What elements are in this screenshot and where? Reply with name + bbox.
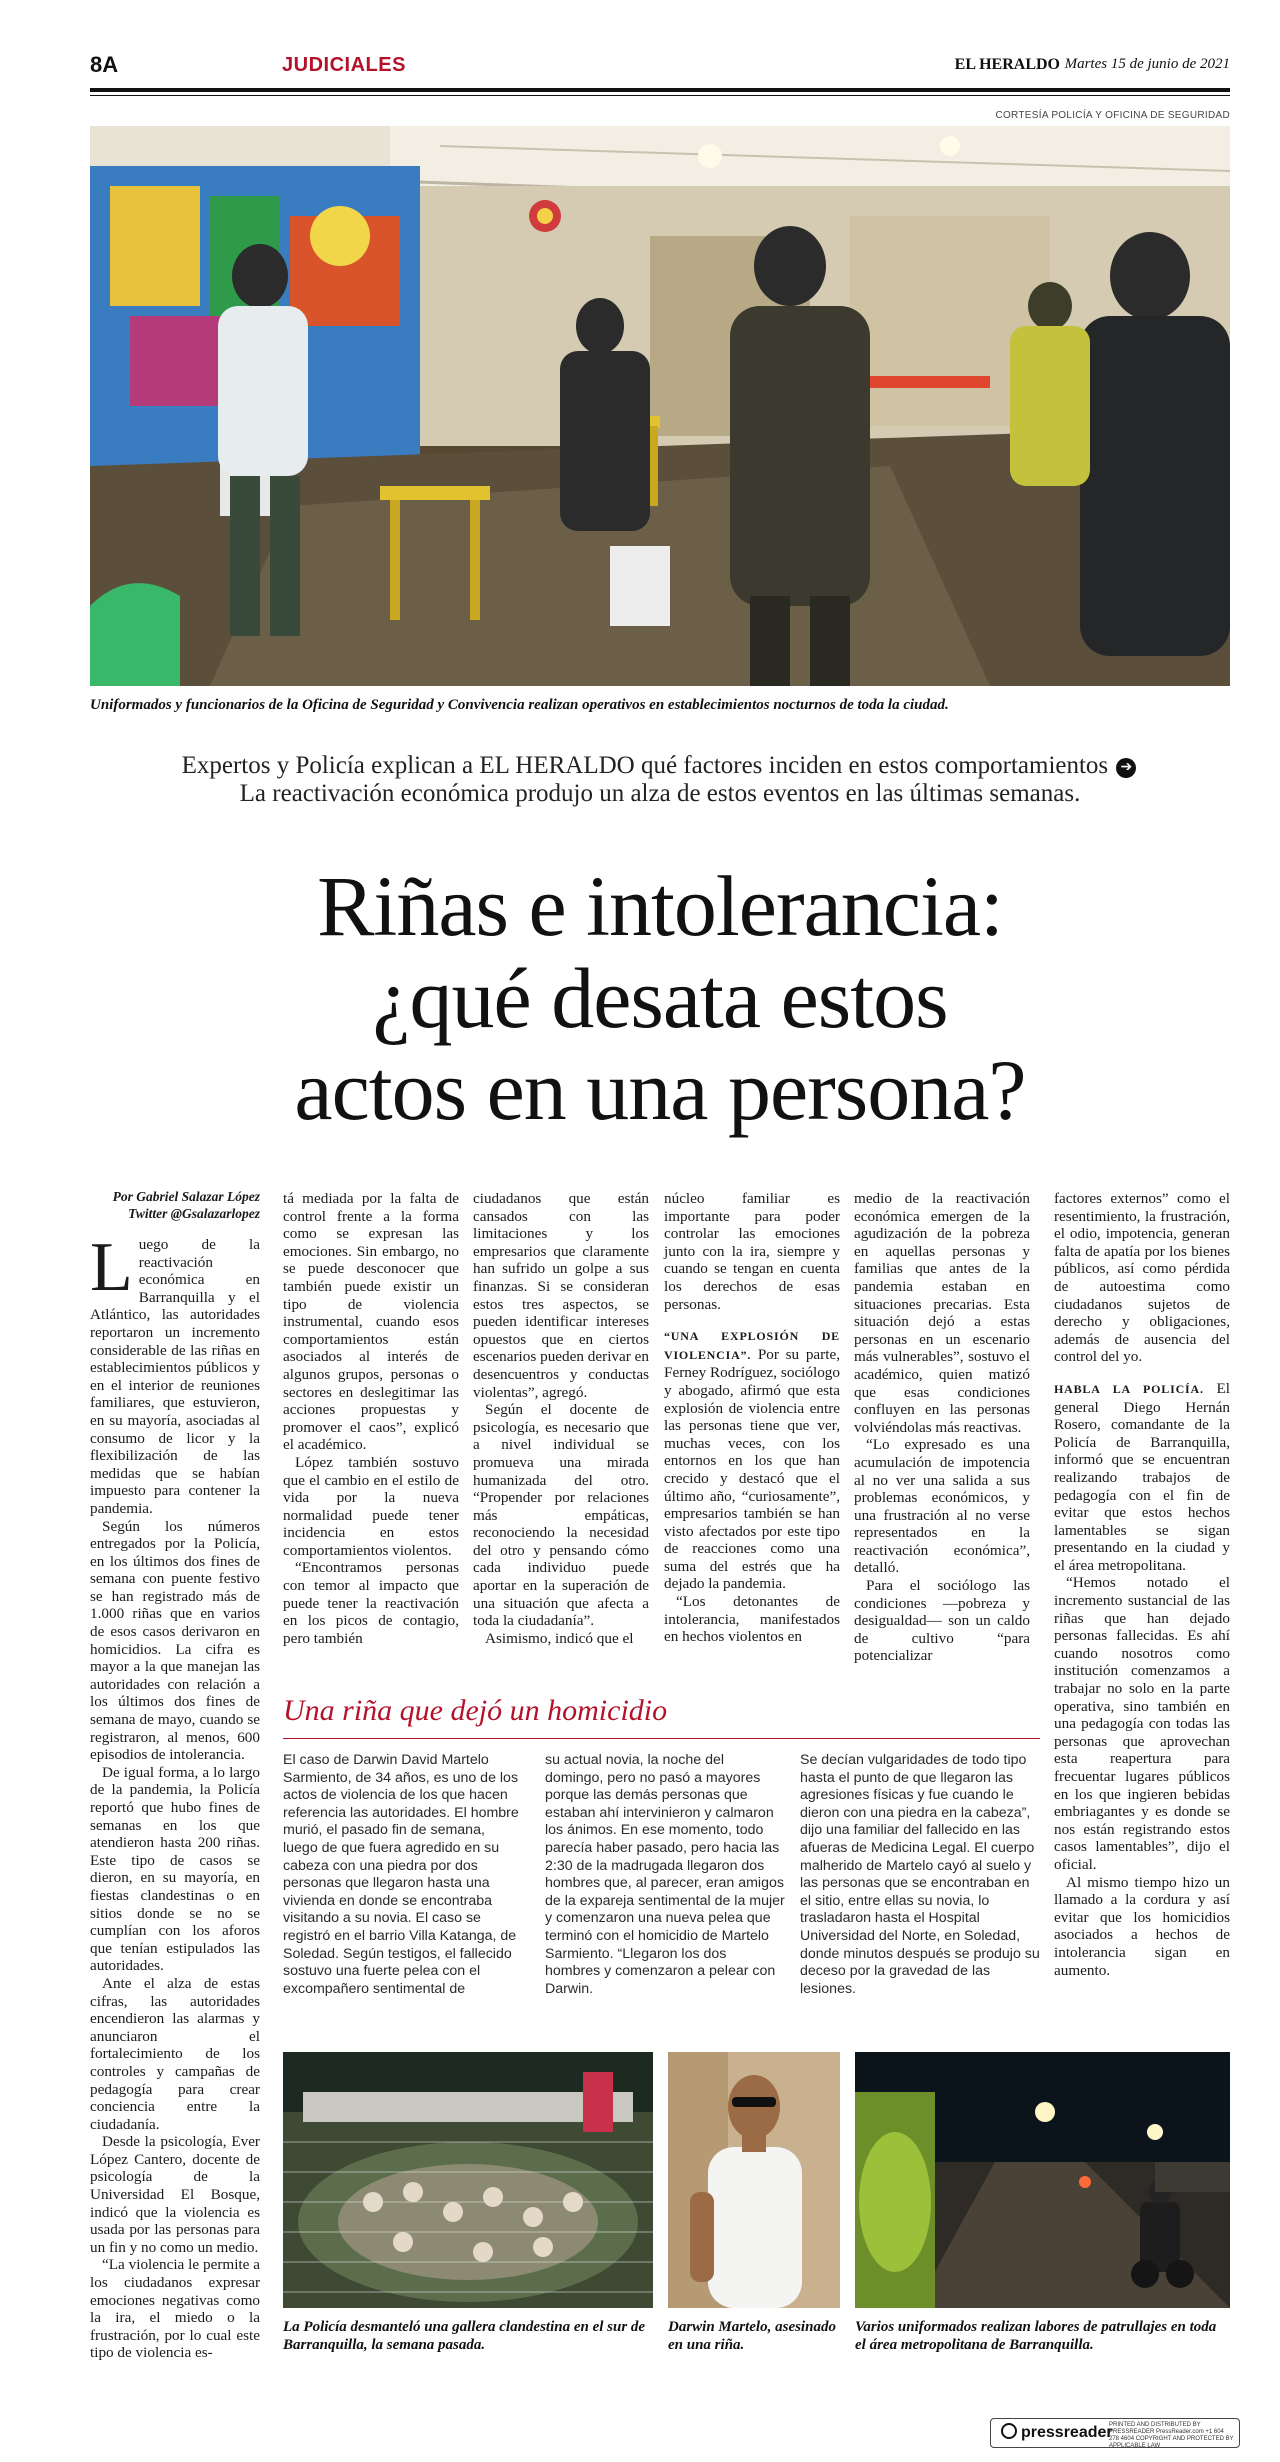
sidebar-column-2: su actual novia, la noche del domingo, pero no pasó a mayores porque las demás personas que estaban ahí intervinieron y calmaron los ánimos. En ese momento, todo parecía haber pasado, pero hacia las 2:30 de la madrugada llegaron dos hombres que, al parecer, eran amigos de la expareja sentimental de la mujer y comenzaron una nueva pelea que terminó con el homicidio de Martelo Sarmiento. “Llegaron los dos hombres y comenzaron a pelear con Darwin. [545, 1752, 785, 1997]
body-column-2 [283, 1190, 459, 1647]
paragraph: tá mediada por la falta de control frente a la forma como se expresan las emociones. Sin embargo, no se puede desconocer que también puede existir un tipo de violencia instrumental, cuando esos comportamientos están asociados al interés de algunos grupos, personas o sectores en deslegitimar las acciones propuestas y promover el caos”, explicó el académico. [283, 1190, 459, 1454]
page-number: 8A [90, 52, 119, 77]
paragraph: “Lo expresado es una acumulación de impotencia al no ver una salida a sus problemas económicos, y una frustración al no verse representados en la reactivación económica”, detalló. [854, 1436, 1030, 1577]
paragraph: López también sostuvo que el cambio en el estilo de vida por la nueva normalidad puede tener incidencia en estos comportamientos violentos. [283, 1453, 459, 1559]
photo-credit: CORTESÍA POLICÍA Y OFICINA DE SEGURIDAD [995, 110, 1230, 121]
paragraph: Luego de la reactivación económica en Barranquilla y el Atlántico, las autoridades reportaron un incremento considerable de las riñas en establecimientos públicos y en el interior de reuniones familiares, que estuvieron, en su mayoría, asociadas al consumo de licor y la flexibilización de las medidas que se habían impuesto para contener la pandemia. [90, 1229, 260, 1517]
pressreader-icon [1001, 2423, 1017, 2439]
body-column-6 [1054, 1190, 1230, 1979]
paragraph: Según los números entregados por la Policía, en los últimos dos fines de semana con puente festivo se han registrado más de 1.000 riñas que en varios de esos casos derivaron en homicidios. La cifra es mayor a la que manejan las autoridades con relación a los últimos dos fines de semana de mayo, cuando se registraron, al menos, 600 episodios de intolerancia. [90, 1517, 260, 1764]
darwin-photo [668, 2052, 840, 2308]
headline-line-3: actos en una persona? [294, 1042, 1026, 1138]
pressreader-brand: pressreader [1021, 2424, 1113, 2441]
portrait-illustration [668, 2052, 840, 2308]
subhead-kicker: HABLA LA POLICÍA. [1054, 1381, 1204, 1396]
body-column-3 [473, 1190, 649, 1647]
paragraph: núcleo familiar es importante para poder controlar las emociones junto con la ira, siempre y cuando se tengan en cuenta los derechos de esas personas. [664, 1190, 840, 1313]
pressreader-fine-print: PRINTED AND DISTRIBUTED BY PRESSREADER PressReader.com +1 604 278 4604 COPYRIGHT AND PROTECTED BY APPLICABLE LAW [1109, 2422, 1234, 2449]
pressreader-badge[interactable] [990, 2418, 1240, 2448]
patrol-caption: Varios uniformados realizan labores de patrullajes en toda el área metropolitana de Barranquilla. [855, 2319, 1217, 2353]
paragraph: Ante el alza de estas cifras, las autoridades encendieron las alarmas y anunciaron el fortalecimiento de los controles y campañas de pedagogía para crear conciencia entre la ciudadanía. [90, 1974, 260, 2133]
paragraph: “UNA EXPLOSIÓN DE VIOLENCIA”. Por su parte, Ferney Rodríguez, sociólogo y abogado, afirmó que esta explosión de violencia entre las personas tiene que ver, muchas veces, con los entornos en los que han crecido y destacó que el último año, “curiosamente”, empresarios también se han visto afectados por este tipo de reacciones como una suma del estrés que ha dejado la pandemia. [664, 1329, 840, 1593]
paragraph: “Hemos notado el incremento sustancial de las riñas que han dejado personas fallecidas. Es ahí cuando nosotros como institución comenzamos a trabajar no solo en la parte operativa, sino también en una pedagogía con todas las personas que aprovechan esta reapertura para frecuentar lugares públicos en los que ingieren bebidas embriagantes y es donde se nos están registrando estos casos lamentables”, dijo el oficial. [1054, 1574, 1230, 1873]
main-photo-illustration [90, 126, 1230, 686]
sidebar-rule [283, 1738, 1040, 1739]
paragraph: Desde la psicología, Ever López Cantero, docente de psicología de la Universidad El Bosque, indicó que la violencia es usada por las personas para un fin y no como un medio. [90, 2133, 260, 2256]
pressreader-logo [1001, 2423, 1113, 2442]
body-column-4 [664, 1190, 840, 1646]
paragraph: De igual forma, a lo largo de la pandemia, la Policía reportó que hubo fines de semanas en los que atendieron hasta 200 riñas. Este tipo de casos se dieron, en su mayoría, en fiestas clandestinas o en sitios donde se no se cumplían con los aforos que tenían estipulados las autoridades. [90, 1763, 260, 1975]
page-header [90, 52, 1230, 82]
deck-part-1: Expertos y Policía explican a EL HERALDO qué factores inciden en estos comportamientos [181, 752, 1109, 779]
headline-line-1: Riñas e intolerancia: [317, 858, 1003, 954]
paragraph: “La violencia le permite a los ciudadanos expresar emociones negativas como la ira, el miedo o la frustración, por lo cual este tipo de violencia es- [90, 2256, 260, 2362]
newspaper-name: EL HERALDO [954, 56, 1060, 73]
body-column-1 [90, 1188, 260, 2362]
gallera-illustration [283, 2052, 653, 2308]
paragraph: medio de la reactivación económica emergen de la agudización de la pobreza en aquellas personas y familias que antes de la pandemia estaban en situaciones precarias. Esta situación dejó a estas personas en un escenario más vulnerables”, sostuvo el académico, quien matizó que esas condiciones confluyen en las personas volviéndolas más reactivas. [854, 1190, 1030, 1436]
patrol-illustration [855, 2052, 1230, 2308]
darwin-caption: Darwin Martelo, asesinado en una riña. [668, 2319, 836, 2353]
subhead-kicker: “UNA EXPLOSIÓN DE VIOLENCIA”. [664, 1329, 840, 1362]
header-rule-thin [90, 95, 1230, 96]
paragraph: “Los detonantes de intolerancia, manifestados en hechos violentos en [664, 1593, 840, 1646]
article-deck [180, 752, 1140, 808]
byline-twitter[interactable]: Twitter @Gsalazarlopez [128, 1206, 260, 1221]
article-headline [100, 860, 1220, 1136]
paragraph: HABLA LA POLICÍA. El general Diego Hernán Rosero, comandante de la Policía de Barranquilla, informó que se encuentran realizando trabajos de pedagogía con el fin de evitar que estos hechos lamentables se sigan presentando en la ciudad y el área metropolitana. [1054, 1379, 1231, 1574]
gallera-photo [283, 2052, 653, 2308]
headline-line-2: ¿qué desata estos [372, 950, 948, 1046]
paragraph: “Encontramos personas con temor al impacto que puede tener la reactivación en los picos de contagio, pero también [283, 1559, 459, 1647]
paragraph: Para el sociólogo las condiciones —pobreza y desigualdad— son un caldo de cultivo “para potencializar [854, 1577, 1030, 1665]
section-name[interactable]: JUDICIALES [282, 54, 406, 76]
body-column-5 [854, 1190, 1030, 1665]
paragraph: Según el docente de psicología, es necesario que a nivel individual se promueva una mirada humanizada del otro. “Propender por relaciones más empáticas, reconociendo la necesidad del otro y pensando cómo cada individuo puede aportar en la superación de una situación que afecta a toda la ciudadanía”. [473, 1401, 649, 1630]
patrol-photo [855, 2052, 1230, 2308]
header-rule [90, 88, 1230, 92]
sidebar-column-1: El caso de Darwin David Martelo Sarmiento, de 34 años, es uno de los actos de violencia de los que hacen referencia las autoridades. El hombre murió, el pasado fin de semana, luego de que fuera agredido en su cabeza con una piedra por dos personas que llegaron hasta una vivienda en donde se encontraba visitando a su novia. El caso se registró en el barrio Villa Katanga, de Soledad. Según testigos, el fallecido sostuvo una fuerte pelea con el excompañero sentimental de [283, 1752, 519, 1997]
main-photo [90, 126, 1230, 686]
sidebar-title: Una riña que dejó un homicidio [283, 1694, 668, 1727]
byline [90, 1188, 260, 1222]
paragraph: Asimismo, indicó que el [485, 1629, 634, 1647]
byline-author: Por Gabriel Salazar López [112, 1189, 260, 1204]
main-photo-caption: Uniformados y funcionarios de la Oficina de Seguridad y Convivencia realizan operativos en establecimientos nocturnos de toda la ciudad. [90, 697, 949, 713]
drop-cap: L [90, 1229, 133, 1306]
paragraph: factores externos” como el resentimiento, la frustración, el odio, impotencia, generan falta de apatía por los bienes públicos, así como pérdida de autoestima como ciudadanos sujetos de derecho y obligaciones, además de ausencia del control del yo. [1054, 1190, 1230, 1366]
deck-part-2: La reactivación económica produjo un alza de estos eventos en las últimas semanas. [239, 780, 1081, 807]
paragraph: Al mismo tiempo hizo un llamado a la cordura y así evitar que los homicidios asociados a hechos de intolerancia sigan en aumento. [1054, 1873, 1230, 1979]
gallera-caption: La Policía desmanteló una gallera clandestina en el sur de Barranquilla, la semana pasada. [283, 2319, 646, 2353]
sidebar-column-3: Se decían vulgaridades de todo tipo hasta el punto de que llegaron las agresiones físicas y fue cuando le dieron con una piedra en la cabeza”, dijo una familiar del fallecido en las afueras de Medicina Legal. El cuerpo malherido de Martelo cayó al suelo y las personas que se encontraban en el sitio, entre ellas su novia, lo trasladaron hasta el Hospital Universidad del Norte, en Soledad, donde minutos después se produjo su deceso por la gravedad de las lesiones. [800, 1752, 1040, 1997]
paragraph: ciudadanos que están cansados con las limitaciones y los empresarios que claramente han sufrido un golpe a sus finanzas. Si se consideran estos tres aspectos, se pueden identificar intereses opuestos que en ciertos escenarios pueden derivar en desencuentros y conductas violentas”, agregó. [473, 1190, 649, 1401]
issue-date: Martes 15 de junio de 2021 [1064, 56, 1230, 72]
arrow-right-icon: ➔ [1116, 758, 1136, 778]
